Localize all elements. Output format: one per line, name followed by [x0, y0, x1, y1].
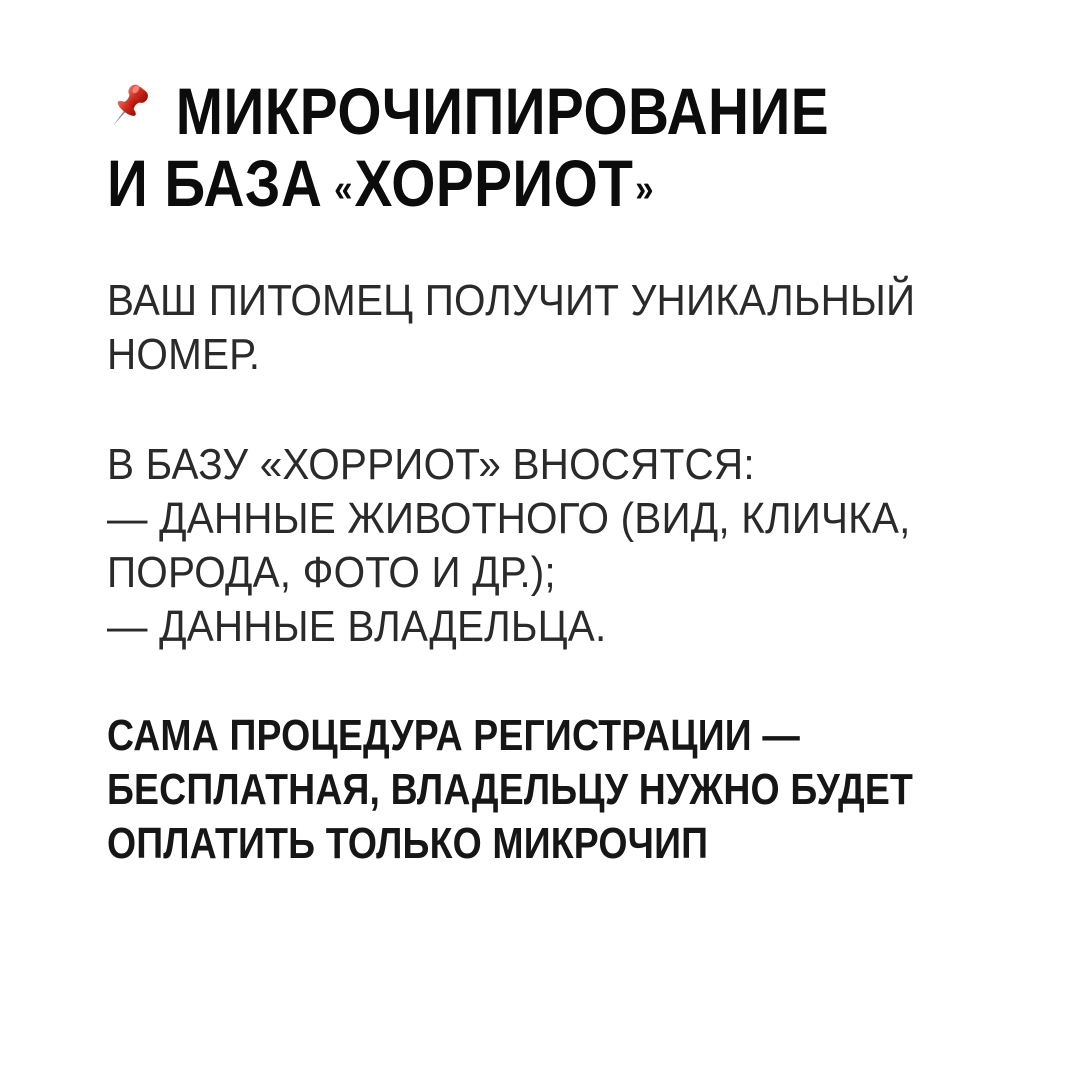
text-line: ВАШ ПИТОМЕЦ ПОЛУЧИТ УНИКАЛЬНЫЙ [107, 275, 916, 325]
title-line1-text: МИКРОЧИПИРОВАНИЕ [175, 74, 829, 148]
text-line: — ДАННЫЕ ЖИВОТНОГО (ВИД, КЛИЧКА, [107, 493, 911, 543]
text-line: САМА ПРОЦЕДУРА РЕГИСТРАЦИИ — [107, 710, 800, 760]
page-title [107, 75, 1050, 225]
text-line: ОПЛАТИТЬ ТОЛЬКО МИКРОЧИП [107, 818, 709, 868]
title-line-1 [107, 75, 918, 147]
title-line2-text: И БАЗА [107, 146, 323, 220]
text-line: В БАЗУ «ХОРРИОТ» ВНОСЯТСЯ: [107, 439, 755, 489]
guillemet-close: » [635, 166, 654, 210]
database-paragraph [107, 438, 975, 654]
text-line: НОМЕР. [107, 329, 261, 379]
text-line: — ДАННЫЕ ВЛАДЕЛЬЦА. [107, 601, 607, 651]
guillemet-open: « [334, 166, 353, 210]
title-line-2 [107, 147, 918, 225]
text-line: БЕСПЛАТНАЯ, ВЛАДЕЛЬЦУ НУЖНО БУДЕТ [107, 764, 913, 814]
text-line: ПОРОДА, ФОТО И ДР.); [107, 547, 556, 597]
intro-paragraph [107, 274, 975, 382]
price-paragraph [107, 709, 913, 871]
title-database-name: ХОРРИОТ [354, 146, 634, 220]
